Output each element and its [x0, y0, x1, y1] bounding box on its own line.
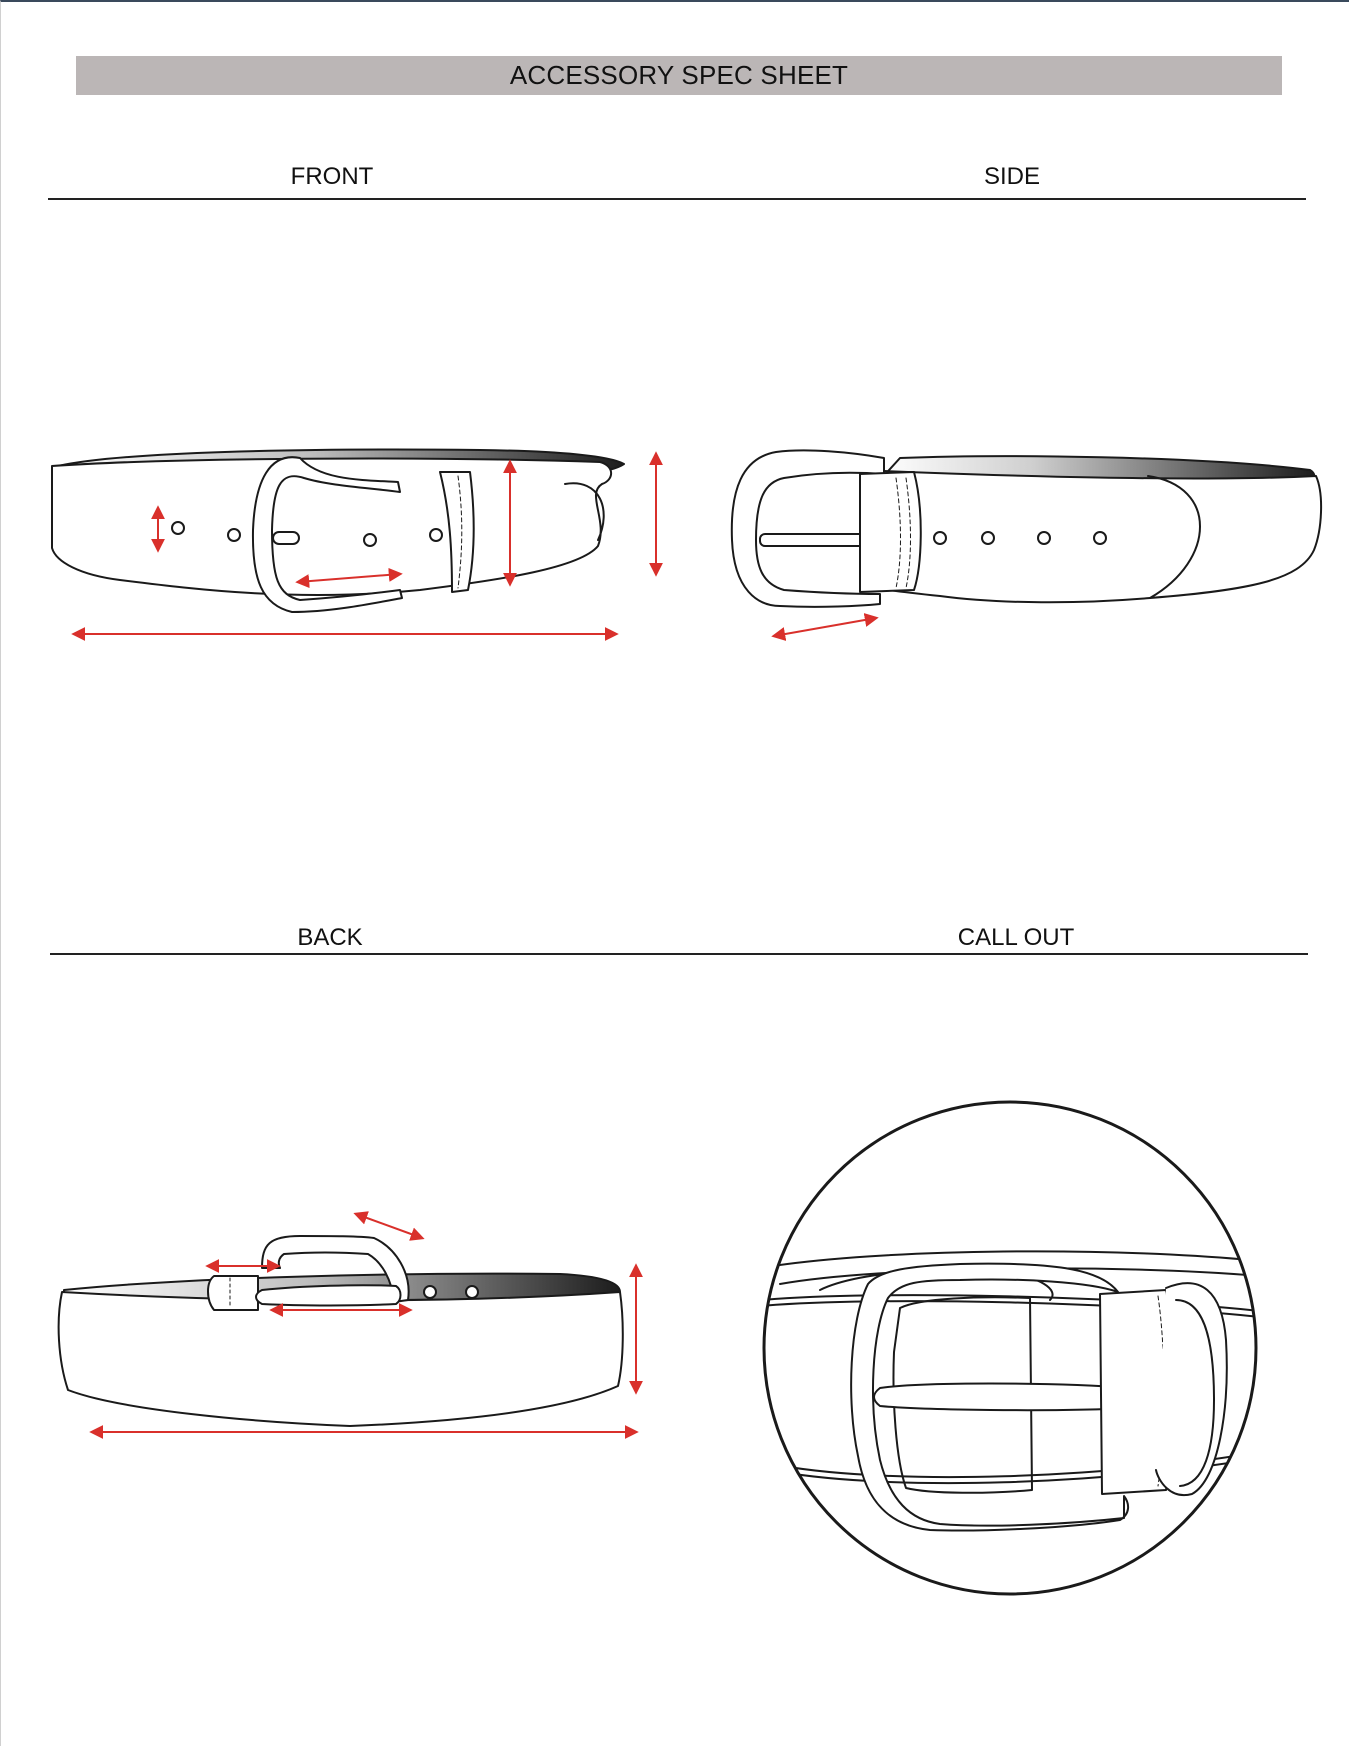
back-belt-drawing [59, 1236, 623, 1426]
side-buckle-prong [760, 534, 864, 546]
back-belt-body [59, 1292, 623, 1426]
back-buckle-depth-arrow [356, 1214, 422, 1238]
front-hole [430, 529, 442, 541]
side-buckle-depth-arrow [774, 618, 876, 636]
callout-buckle-prong [874, 1384, 1137, 1411]
front-belt-drawing [52, 450, 624, 612]
back-view-label: BACK [297, 924, 363, 951]
side-belt-drawing [732, 450, 1321, 606]
side-view-label: SIDE [983, 163, 1041, 190]
side-belt-loop [860, 472, 921, 592]
front-view-label: FRONT [290, 163, 374, 190]
front-hole [172, 522, 184, 534]
callout-detail-drawing [760, 1102, 1270, 1594]
side-hole [1038, 532, 1050, 544]
sheet-title: ACCESSORY SPEC SHEET [509, 60, 849, 90]
side-belt-body [860, 470, 1321, 602]
back-hole [424, 1286, 436, 1298]
side-dimension-arrows [774, 618, 876, 636]
side-hole [1094, 532, 1106, 544]
back-belt-keeper [208, 1276, 258, 1310]
back-hole [466, 1286, 478, 1298]
side-hole [982, 532, 994, 544]
callout-view-label: CALL OUT [957, 924, 1075, 951]
front-hole [228, 529, 240, 541]
back-buckle-prong [256, 1285, 401, 1305]
front-hole [364, 534, 376, 546]
side-hole [934, 532, 946, 544]
front-buckle-prong [273, 532, 299, 544]
